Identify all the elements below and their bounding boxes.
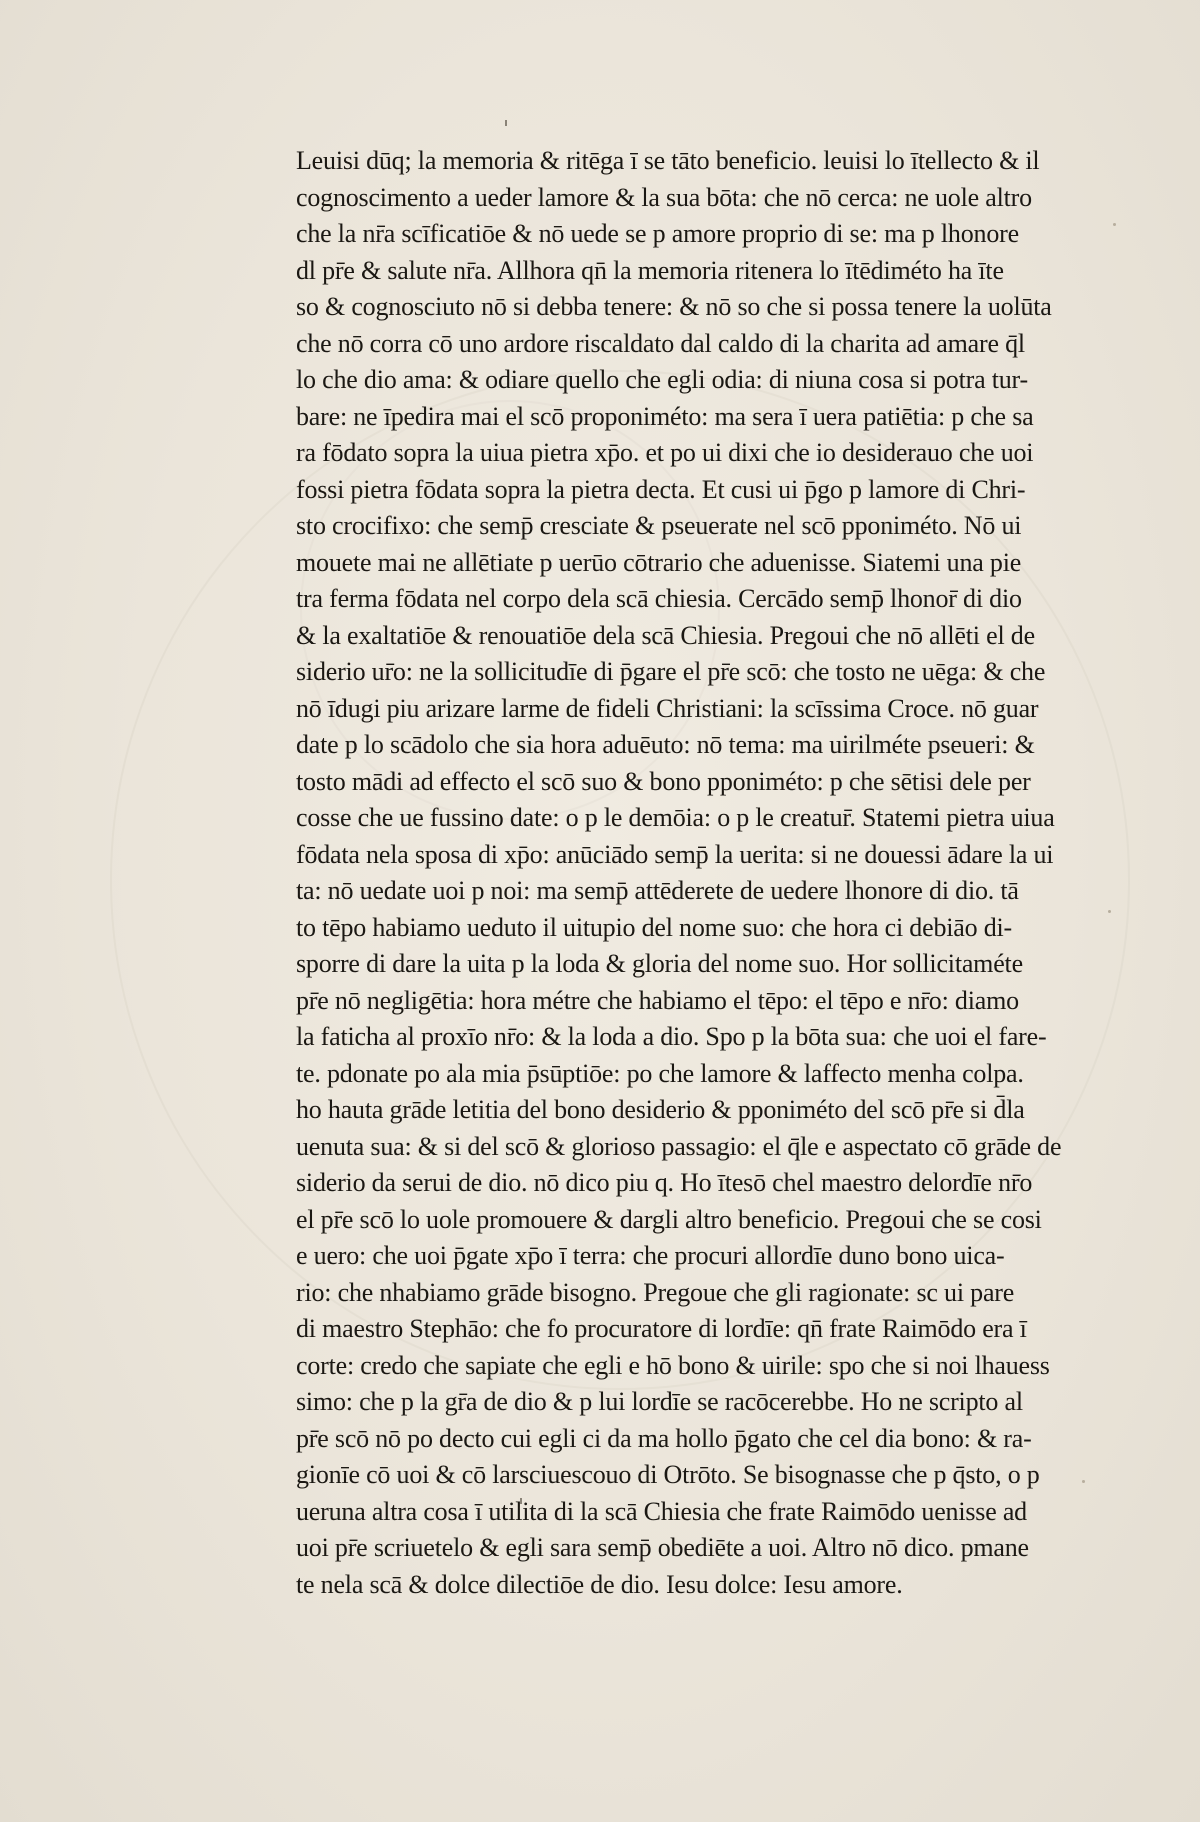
text-line: el pr̄e scō lo uole promouere & dargli altro beneficio. Pregoui che se cosi: [296, 1204, 1042, 1234]
text-line: tosto mādi ad effecto el scō suo & bono pponiméto: p che sētisi dele per: [296, 766, 1031, 796]
text-line: uenuta sua: & si del scō & glorioso passagio: el q̄le e aspectato cō grāde de: [296, 1131, 1062, 1161]
text-line: cognoscimento a ueder lamore & la sua bōta: che nō cerca: ne uole altro: [296, 182, 1032, 212]
paper-speck: [1108, 910, 1111, 913]
text-line: ueruna altra cosa ī utilita di la scā Chiesia che frate Raimōdo uenisse ad: [296, 1496, 1027, 1526]
text-line: pr̄e nō negligētia: hora métre che habiamo el tēpo: el tēpo e nr̄o: diamo: [296, 985, 1019, 1015]
text-line: siderio ur̄o: ne la sollicitudīe di p̄gare el pr̄e scō: che tosto ne uēga: & che: [296, 657, 1046, 686]
text-line: che nō corra cō uno ardore riscaldato dal caldo di la charita ad amare q̄l: [296, 328, 1025, 358]
text-line: so & cognosciuto nō si debba tenere: & nō so che si possa tenere la uolūta: [296, 292, 1052, 321]
text-line: fossi pietra fōdata sopra la pietra decta. Et cusi ui p̄go p lamore di Chri-: [296, 474, 1026, 504]
text-line: bare: ne īpedira mai el scō proponiméto: ma sera ī uera patiētia: p che sa: [296, 401, 1034, 431]
paper-speck: [1113, 223, 1116, 226]
text-line: simo: che p la gr̄a de dio & p lui lordīe se racōcerebbe. Ho ne scripto al: [296, 1387, 1023, 1416]
text-line: ho hauta grāde letitia del bono desiderio & pponiméto del scō pr̄e si d̄la: [296, 1095, 1025, 1124]
text-line: tra ferma fōdata nel corpo dela scā chiesia. Cercādo semp̄ lhonor̄ di dio: [296, 584, 1022, 613]
top-margin-mark: [505, 120, 507, 126]
text-line: te nela scā & dolce dilectiōe de dio. Iesu dolce: Iesu amore.: [296, 1569, 903, 1599]
text-line: dl pr̄e & salute nr̄a. Allhora qn̄ la memoria ritenera lo ītēdiméto ha īte: [296, 255, 1004, 285]
text-line: uoi pr̄e scriuetelo & egli sara semp̄ obediēte a uoi. Altro nō dico. pmane: [296, 1533, 1029, 1562]
text-line: lo che dio ama: & odiare quello che egli odia: di niuna cosa si potra tur-: [296, 365, 1028, 394]
text-line: che la nr̄a scīficatiōe & nō uede se p amore proprio di se: ma p lhonore: [296, 219, 1019, 248]
text-line: & la exaltatiōe & renouatiōe dela scā Chiesia. Pregoui che nō allēti el de: [296, 620, 1035, 650]
text-line: to tēpo habiamo ueduto il uitupio del nome suo: che hora ci debiāo di-: [296, 912, 1012, 942]
text-line: nō īdugi piu arizare larme de fideli Christiani: la scīssima Croce. nō guar: [296, 693, 1039, 723]
text-line: Leuisi dūq; la memoria & ritēga ī se tāto beneficio. leuisi lo ītellecto & il: [296, 146, 1040, 175]
text-line: sto crocifixo: che semp̄ cresciate & pseuerate nel scō pponiméto. Nō ui: [296, 511, 1022, 540]
text-line: ta: nō uedate uoi p noi: ma semp̄ attēderete de uedere lhonore di dio. tā: [296, 876, 1019, 905]
text-line: te. pdonate po ala mia p̄sūptiōe: po che lamore & laffecto menha colpa.: [296, 1058, 1024, 1088]
text-line: fōdata nela sposa di xp̄o: anūciādo semp̄ la uerita: si ne douessi ādare la ui: [296, 839, 1054, 869]
text-line: ra fōdato sopra la uiua pietra xp̄o. et po ui dixi che io desiderauo che uoi: [296, 438, 1034, 467]
text-line: corte: credo che sapiate che egli e hō bono & uirile: spo che si noi lhauess: [296, 1350, 1050, 1380]
text-line: pr̄e scō nō po decto cui egli ci da ma hollo p̄gato che cel dia bono: & ra-: [296, 1423, 1032, 1453]
text-line: date p lo scādolo che sia hora aduēuto: nō tema: ma uirilméte pseueri: &: [296, 730, 1035, 759]
text-line: di maestro Stephāo: che fo procuratore di lordīe: qn̄ frate Raimōdo era ī: [296, 1314, 1027, 1343]
text-line: sporre di dare la uita p la loda & gloria del nome suo. Hor sollicitaméte: [296, 949, 1023, 978]
text-line: cosse che ue fussino date: o p le demōia: o p le creatur̄. Statemi pietra uiua: [296, 803, 1055, 832]
text-line: gionīe cō uoi & cō larsciuescouo di Otrōto. Se bisognasse che p q̄sto, o p: [296, 1460, 1040, 1489]
text-line: rio: che nhabiamo grāde bisogno. Pregoue che gli ragionate: sc ui pare: [296, 1277, 1015, 1307]
text-line: la faticha al proxīo nr̄o: & la loda a dio. Spo p la bōta sua: che uoi el fare-: [296, 1022, 1047, 1051]
text-line: e uero: che uoi p̄gate xp̄o ī terra: che procuri allordīe duno bono uica-: [296, 1241, 1005, 1270]
text-line: siderio da serui de dio. nō dico piu q. Ho ītesō chel maestro delordīe nr̄o: [296, 1168, 1033, 1197]
letter-text-block: [296, 143, 1096, 1603]
text-line: mouete mai ne allētiate p uerūo cōtrario che aduenisse. Siatemi una pie: [296, 547, 1022, 577]
